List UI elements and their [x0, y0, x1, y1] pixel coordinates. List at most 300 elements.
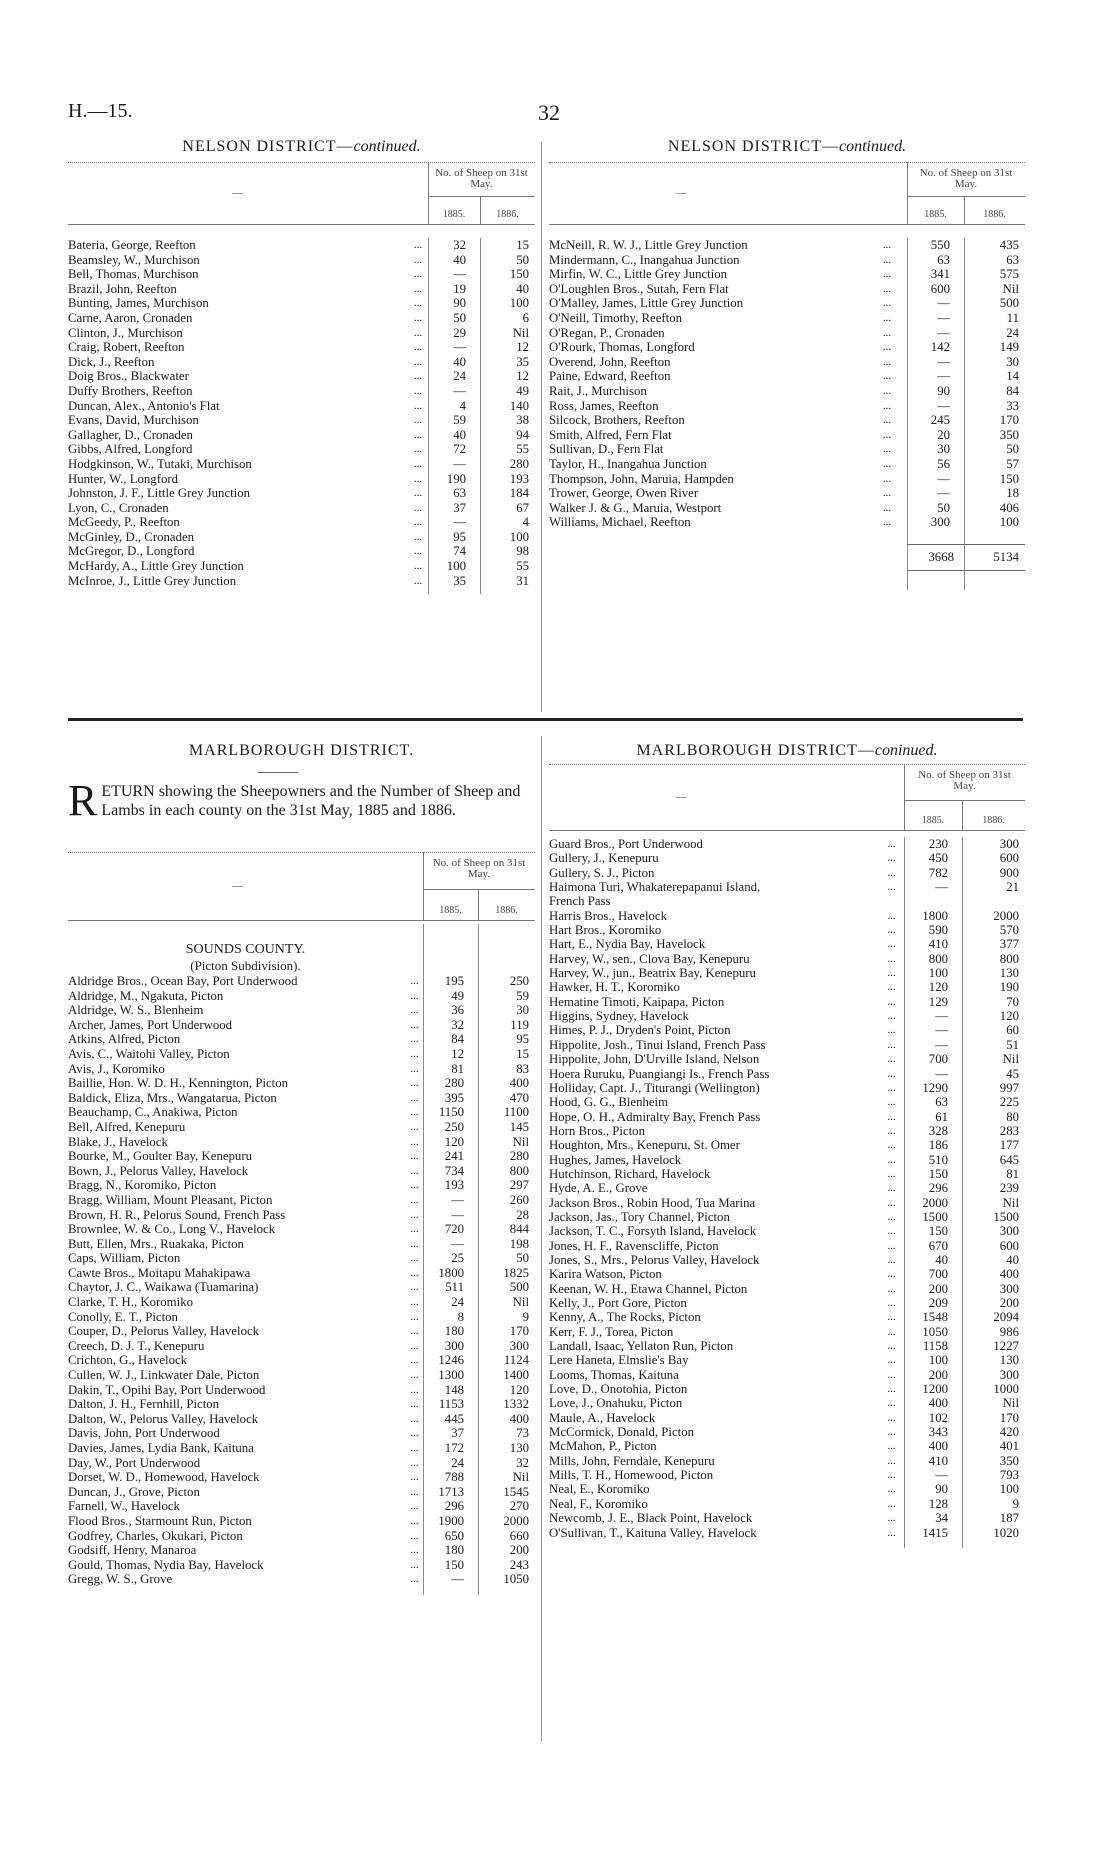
sheep-1886: 570 [999, 923, 1019, 938]
owner-name: Hutchinson, Richard, Havelock [549, 1166, 711, 1181]
section-title-suffix: coninued. [874, 742, 938, 759]
table-row [68, 1266, 535, 1281]
owner-name: Hawker, H. T., Koromiko [549, 980, 680, 995]
dot-leader: ... [887, 1411, 896, 1424]
header-dash: — [675, 791, 687, 803]
owner-name: Dalton, W., Pelorus Valley, Havelock [68, 1411, 259, 1426]
owner-name: Hart Bros., Koromiko [549, 923, 662, 938]
sheep-1885: 72 [453, 442, 466, 457]
sheep-1886: 170 [509, 1324, 529, 1339]
sheep-1886: 40 [516, 281, 529, 296]
table-row [68, 457, 535, 472]
sheep-1886: 28 [516, 1207, 529, 1222]
header-dash: — [232, 187, 243, 199]
table-row [549, 1196, 1025, 1210]
owner-name: McGinley, D., Cronaden [68, 529, 195, 544]
sheep-1885: — [451, 1236, 464, 1251]
table-row [68, 1193, 535, 1208]
drop-cap: R [68, 776, 98, 825]
owner-name: Butt, Ellen, Mrs., Ruakaka, Picton [68, 1236, 244, 1251]
table-row [68, 1324, 535, 1339]
sheep-1885: — [937, 471, 950, 486]
sheep-1885: 150 [444, 1557, 464, 1572]
page-number: 32 [538, 100, 560, 125]
sheep-1886: 400 [509, 1076, 529, 1091]
owner-name: Neal, F., Koromiko [549, 1496, 648, 1511]
sheep-1886: 145 [509, 1119, 529, 1134]
table-row [549, 1110, 1025, 1124]
title-rule [258, 772, 298, 773]
table-row [549, 501, 1025, 516]
sheep-1885: 180 [444, 1324, 464, 1339]
dot-leader: ... [413, 443, 423, 456]
table-row [68, 1499, 535, 1514]
sheep-1885: 1050 [922, 1324, 948, 1339]
dot-leader: ... [882, 282, 892, 295]
dot-leader: ... [413, 311, 423, 324]
owner-name: Paine, Edward, Reefton [549, 369, 671, 384]
sheep-1886: 6 [522, 310, 529, 325]
sheep-1885: 200 [928, 1367, 948, 1382]
column-divider-top [541, 142, 542, 712]
table-row [549, 355, 1025, 370]
table-row [549, 1439, 1025, 1453]
sheep-1886: 81 [1006, 1166, 1019, 1181]
sheep-1885: 590 [928, 923, 948, 938]
dot-leader: ... [413, 253, 423, 266]
sheep-1886: 15 [516, 238, 529, 252]
section-title [68, 742, 535, 760]
table-row [68, 559, 535, 574]
sheep-1885: — [453, 383, 466, 398]
sheep-1885: — [453, 267, 466, 282]
owner-name: Brownlee, W. & Co., Long V., Havelock [68, 1222, 276, 1237]
table-row [68, 1251, 535, 1266]
sheep-1886: 149 [999, 340, 1019, 355]
table-row [68, 544, 535, 559]
owner-name: Farnell, W., Havelock [68, 1499, 180, 1514]
owner-name: Creech, D. J. T., Kenepuru [68, 1338, 205, 1353]
owner-name: Gullery, S. J., Picton [549, 865, 655, 880]
owner-name: Avis, C., Waitohi Valley, Picton [68, 1046, 230, 1061]
dot-leader: ... [410, 1164, 419, 1177]
table-body [549, 238, 1025, 530]
header-year-1886: 1886. [983, 209, 1006, 220]
owner-name: Crichton, G., Havelock [68, 1353, 188, 1368]
sheep-1886: 50 [516, 1251, 529, 1266]
owner-name: Hippolite, John, D'Urville Island, Nelson [549, 1052, 760, 1067]
owner-name: Dorset, W. D., Homewood, Havelock [68, 1470, 260, 1485]
sheep-1886: Nil [512, 1134, 529, 1149]
table-row [549, 1468, 1025, 1482]
sheep-1885: 172 [444, 1441, 464, 1455]
sheep-1885: — [937, 310, 950, 325]
dot-leader: ... [887, 1124, 896, 1137]
sheep-1886: 900 [999, 865, 1019, 880]
sheep-1886: 94 [516, 427, 529, 442]
sheep-1885: 1800 [438, 1265, 464, 1280]
dot-leader: ... [887, 1483, 896, 1496]
owner-name: Haimona Turi, Whakaterepapanui Island, [549, 880, 761, 895]
column-rule [904, 837, 905, 1548]
table-header [68, 162, 535, 225]
dot-leader: ... [413, 501, 423, 514]
owner-name: Thompson, John, Maruia, Hampden [549, 471, 734, 486]
section-title-text: MARLBOROUGH DISTRICT— [636, 742, 875, 759]
owner-name: O'Regan, P., Cronaden [549, 325, 665, 340]
owner-name: Silcock, Brothers, Reefton [549, 413, 685, 428]
sheep-1886: 184 [509, 486, 529, 501]
sheep-1886: 119 [510, 1017, 529, 1032]
section-title-text: NELSON DISTRICT— [182, 138, 354, 155]
table-row [549, 1023, 1025, 1037]
owner-name: Overend, John, Reefton [549, 354, 671, 369]
owner-name: McGregor, D., Longford [68, 544, 195, 559]
sheep-1885: 670 [928, 1238, 948, 1253]
dot-leader: ... [410, 1106, 419, 1119]
owner-name: Clinton, J., Murchison [68, 325, 183, 340]
sheep-1885: 250 [444, 1119, 464, 1134]
column-rule [962, 837, 963, 1548]
sheep-1885: 734 [444, 1163, 464, 1178]
sheep-1886: 98 [516, 544, 529, 559]
sheep-1886: 30 [516, 1003, 529, 1018]
table-row [68, 384, 535, 399]
sheep-1886: 9 [1012, 1496, 1019, 1511]
sheep-1885: — [453, 456, 466, 471]
sheep-1885: 341 [930, 267, 950, 282]
owner-name: Gibbs, Alfred, Longford [68, 442, 193, 457]
section-title-suffix: continued. [839, 138, 907, 155]
dot-leader: ... [410, 1383, 419, 1396]
owner-name: Neal, E., Koromiko [549, 1482, 650, 1497]
sheep-1885: 1548 [922, 1310, 948, 1325]
owner-name: Cullen, W. J., Linkwater Dale, Picton [68, 1368, 260, 1383]
sheep-1885: 700 [928, 1267, 948, 1282]
table-row [549, 472, 1025, 487]
table-row [68, 1047, 535, 1062]
sheep-1885: 1300 [438, 1368, 464, 1383]
table-row [68, 501, 535, 516]
table-row [549, 995, 1025, 1009]
dot-leader: ... [887, 1010, 896, 1023]
sheep-1886: 350 [999, 1453, 1019, 1468]
owner-name: McGeedy, P., Reefton [68, 515, 180, 530]
table-row [68, 1558, 535, 1573]
sheep-1885: 142 [930, 340, 950, 355]
sheep-1885: — [935, 1066, 948, 1081]
header-dash: — [232, 880, 243, 892]
dot-leader: ... [413, 355, 423, 368]
dot-leader: ... [887, 1454, 896, 1467]
column-rule [423, 974, 424, 1595]
column-rule [478, 924, 479, 976]
sheep-1886: 9 [522, 1309, 529, 1324]
table-row [549, 1425, 1025, 1439]
section-title [68, 138, 535, 156]
dot-leader: ... [887, 1311, 896, 1324]
owner-name: Jones, S., Mrs., Pelorus Valley, Havelock [549, 1252, 760, 1267]
dot-leader: ... [882, 399, 892, 412]
section-title [549, 138, 1025, 156]
dot-leader: ... [887, 967, 896, 980]
sheep-1885: 193 [444, 1178, 464, 1193]
sheep-1885: 32 [451, 1017, 464, 1032]
header-label: No. of Sheep on 31st May. [919, 167, 1013, 190]
dot-leader: ... [413, 239, 423, 251]
owner-name: Day, W., Port Underwood [68, 1455, 201, 1470]
sheep-1886: 1825 [503, 1265, 529, 1280]
table-row [68, 340, 535, 355]
table-row [549, 894, 1025, 908]
sheep-1886: 400 [509, 1411, 529, 1426]
sheep-1886: 1100 [503, 1105, 529, 1120]
dot-leader: ... [410, 1296, 419, 1309]
owner-name: Johnston, J. F., Little Grey Junction [68, 486, 251, 501]
owner-name: Hood, G. G., Blenheim [549, 1095, 669, 1110]
table-row [68, 1310, 535, 1325]
dot-leader: ... [882, 311, 892, 324]
sheep-1885: — [935, 1468, 948, 1483]
owner-name: Gregg, W. S., Grove [68, 1572, 173, 1587]
owner-name: Bell, Thomas, Murchison [68, 267, 199, 282]
owner-name: Doig Bros., Blackwater [68, 369, 189, 384]
sheep-1886: 100 [509, 529, 529, 544]
sheep-1885: 511 [445, 1280, 464, 1295]
table-row [68, 1412, 535, 1427]
table-row [549, 1009, 1025, 1023]
dot-leader: ... [410, 1266, 419, 1279]
sheep-1885: 81 [451, 1061, 464, 1076]
dot-leader: ... [410, 1354, 419, 1367]
dot-leader: ... [410, 1485, 419, 1498]
sheep-1886: 575 [999, 267, 1019, 282]
sheep-1886: 95 [516, 1032, 529, 1047]
sheep-1886: 283 [999, 1123, 1019, 1138]
sheep-1885: 230 [928, 837, 948, 851]
owner-name: Bown, J., Pelorus Valley, Havelock [68, 1163, 249, 1178]
table-row [68, 1149, 535, 1164]
table-row [68, 1135, 535, 1150]
dot-leader: ... [887, 866, 896, 879]
sheep-1885: — [935, 1009, 948, 1024]
sheep-1886: 31 [516, 573, 529, 588]
sheep-1886: 57 [1006, 456, 1019, 471]
table-row [549, 428, 1025, 443]
owner-name: Love, D., Onotohia, Picton [549, 1382, 688, 1397]
dot-leader: ... [882, 457, 892, 470]
owner-name: Ross, James, Reefton [549, 398, 659, 413]
sheep-1885: 1290 [922, 1080, 948, 1095]
owner-name: Guard Bros., Port Underwood [549, 837, 703, 851]
sheep-1885: 30 [937, 442, 950, 457]
table-row [549, 1526, 1025, 1540]
sheep-1885: 788 [444, 1470, 464, 1485]
dot-leader: ... [413, 530, 423, 543]
sheep-1886: 100 [999, 1482, 1019, 1497]
total-rule-bottom [907, 570, 1025, 571]
table-row [549, 1067, 1025, 1081]
dot-leader: ... [410, 975, 419, 987]
dot-leader: ... [882, 501, 892, 514]
header-label: No. of Sheep on 31st May. [918, 769, 1011, 792]
table-row [68, 267, 535, 282]
dot-leader: ... [410, 1398, 419, 1411]
table-row [68, 1032, 535, 1047]
sheep-1885: — [451, 1207, 464, 1222]
owner-name: Keenan, W. H., Etawa Channel, Picton [549, 1281, 748, 1296]
dot-leader: ... [410, 1558, 419, 1571]
table-row [68, 413, 535, 428]
table-row [68, 428, 535, 443]
sheep-1886: 300 [999, 1281, 1019, 1296]
table-row [68, 1003, 535, 1018]
owner-name: Mills, T. H., Homewood, Picton [549, 1468, 714, 1483]
table-row [68, 1295, 535, 1310]
sheep-1886: 14 [1006, 369, 1019, 384]
sheep-1885: 200 [928, 1281, 948, 1296]
sheep-1885: 1900 [438, 1513, 464, 1528]
sheep-1885: 445 [444, 1411, 464, 1426]
sheep-1885: 50 [937, 500, 950, 515]
table-row [549, 866, 1025, 880]
table-row [68, 1426, 535, 1441]
owner-name: Sullivan, D., Fern Flat [549, 442, 664, 457]
sheep-1886: 21 [1006, 880, 1019, 895]
table-row [549, 253, 1025, 268]
owner-name: Mills, John, Ferndale, Kenepuru [549, 1453, 715, 1468]
header-year-1885: 1885. [921, 815, 945, 826]
header-dash: — [675, 187, 687, 199]
table-row [68, 1339, 535, 1354]
owner-name: Mindermann, C., Inangahua Junction [549, 252, 740, 267]
owner-name: Jackson, Jas., Tory Channel, Picton [549, 1209, 730, 1224]
sheep-1886: 177 [999, 1138, 1019, 1153]
dot-leader: ... [410, 1135, 419, 1148]
dot-leader: ... [882, 487, 892, 500]
table-row [68, 1120, 535, 1135]
sheep-1886: Nil [512, 1470, 529, 1485]
table-row [549, 1353, 1025, 1367]
sheep-1886: Nil [1002, 1052, 1019, 1067]
sheep-1885: 40 [935, 1252, 948, 1267]
owner-name: Jackson Bros., Robin Hood, Tua Marina [549, 1195, 756, 1210]
table-row [549, 1167, 1025, 1181]
sheep-1885: 32 [453, 238, 466, 252]
sheep-1886: 500 [999, 296, 1019, 311]
dot-leader: ... [413, 472, 423, 485]
owner-name: Davis, John, Port Underwood [68, 1426, 220, 1441]
sheep-1886: 793 [999, 1468, 1019, 1483]
total-1886: 5134 [993, 550, 1019, 564]
table-row [68, 1514, 535, 1529]
sheep-1886: 49 [516, 383, 529, 398]
owner-name: Hodgkinson, W., Tutaki, Murchison [68, 456, 252, 471]
table-row [68, 1353, 535, 1368]
dot-leader: ... [410, 1281, 419, 1294]
owner-name: Harvey, W., jun., Beatrix Bay, Kenepuru [549, 966, 756, 981]
header-top-rule [549, 162, 1025, 163]
dot-leader: ... [887, 981, 896, 994]
owner-name: Kerr, F. J., Torea, Picton [549, 1324, 674, 1339]
owner-name: Mirfin, W. C., Little Grey Junction [549, 267, 728, 282]
sheep-1886: 2000 [503, 1513, 529, 1528]
sheep-1885: 95 [453, 529, 466, 544]
sheep-1886: 1227 [993, 1339, 1019, 1354]
sheep-1886: 55 [516, 559, 529, 574]
owner-name: Lyon, C., Cronaden [68, 500, 169, 515]
sheep-1886: 997 [999, 1080, 1019, 1095]
sheep-1886: 420 [999, 1425, 1019, 1440]
owner-name: Cawte Bros., Moitapu Mahakipawa [68, 1265, 251, 1280]
header-year-1886: 1886. [495, 905, 518, 916]
sheep-1886: 844 [509, 1222, 529, 1237]
table-header [549, 162, 1025, 225]
sheep-1886: 130 [509, 1441, 529, 1455]
owner-name: Caps, William, Picton [68, 1251, 181, 1266]
sheep-1886: 350 [999, 427, 1019, 442]
owner-name: Gould, Thomas, Nydia Bay, Havelock [68, 1557, 264, 1572]
dot-leader: ... [887, 1282, 896, 1295]
sheep-1886: 187 [999, 1511, 1019, 1526]
table-row [549, 1224, 1025, 1238]
table-row [549, 1339, 1025, 1353]
sheep-1886: 300 [999, 1367, 1019, 1382]
sheep-1886: 260 [509, 1192, 529, 1207]
table-row [68, 1062, 535, 1077]
owner-name: Jones, H. F., Ravenscliffe, Picton [549, 1238, 719, 1253]
table-row [68, 1018, 535, 1033]
sheep-1885: 800 [928, 951, 948, 966]
table-row [68, 1105, 535, 1120]
table-row [549, 1454, 1025, 1468]
owner-name: Duffy Brothers, Reefton [68, 383, 193, 398]
sheep-1885: — [935, 1023, 948, 1038]
sheep-1885: 8 [457, 1309, 464, 1324]
dot-leader: ... [882, 268, 892, 281]
sheep-1885: 63 [937, 252, 950, 267]
dot-leader: ... [410, 1120, 419, 1133]
owner-name: Aldridge, W. S., Blenheim [68, 1003, 204, 1018]
table-row [549, 1368, 1025, 1382]
sheep-1886: 986 [999, 1324, 1019, 1339]
table-row [549, 923, 1025, 937]
table-row [549, 267, 1025, 282]
dot-leader: ... [410, 1573, 419, 1586]
dot-leader: ... [887, 1469, 896, 1482]
sheep-1885: 37 [453, 500, 466, 515]
sheep-1885: 510 [928, 1152, 948, 1167]
table-row [549, 1382, 1025, 1396]
sheep-1885: 180 [444, 1543, 464, 1558]
sheep-1886: 55 [516, 442, 529, 457]
sheep-1886: 280 [509, 456, 529, 471]
sheep-1885: 190 [446, 471, 466, 486]
dot-leader: ... [413, 574, 423, 587]
table-row [68, 1076, 535, 1091]
sheep-1885: 129 [928, 994, 948, 1009]
sheep-1886: 80 [1006, 1109, 1019, 1124]
owner-name: Conolly, E. T., Picton [68, 1309, 178, 1324]
owner-name: Brown, H. R., Pelorus Sound, French Pass [68, 1207, 286, 1222]
dot-leader: ... [410, 1310, 419, 1323]
owner-name: Higgins, Sydney, Havelock [549, 1009, 689, 1024]
owner-name: Hippolite, Josh., Tinui Island, French Pass [549, 1037, 766, 1052]
sheep-1885: 100 [446, 559, 466, 574]
total-1885: 3668 [928, 550, 954, 564]
sheep-1885: 24 [453, 369, 466, 384]
owner-name: Looms, Thomas, Kaituna [549, 1367, 679, 1382]
